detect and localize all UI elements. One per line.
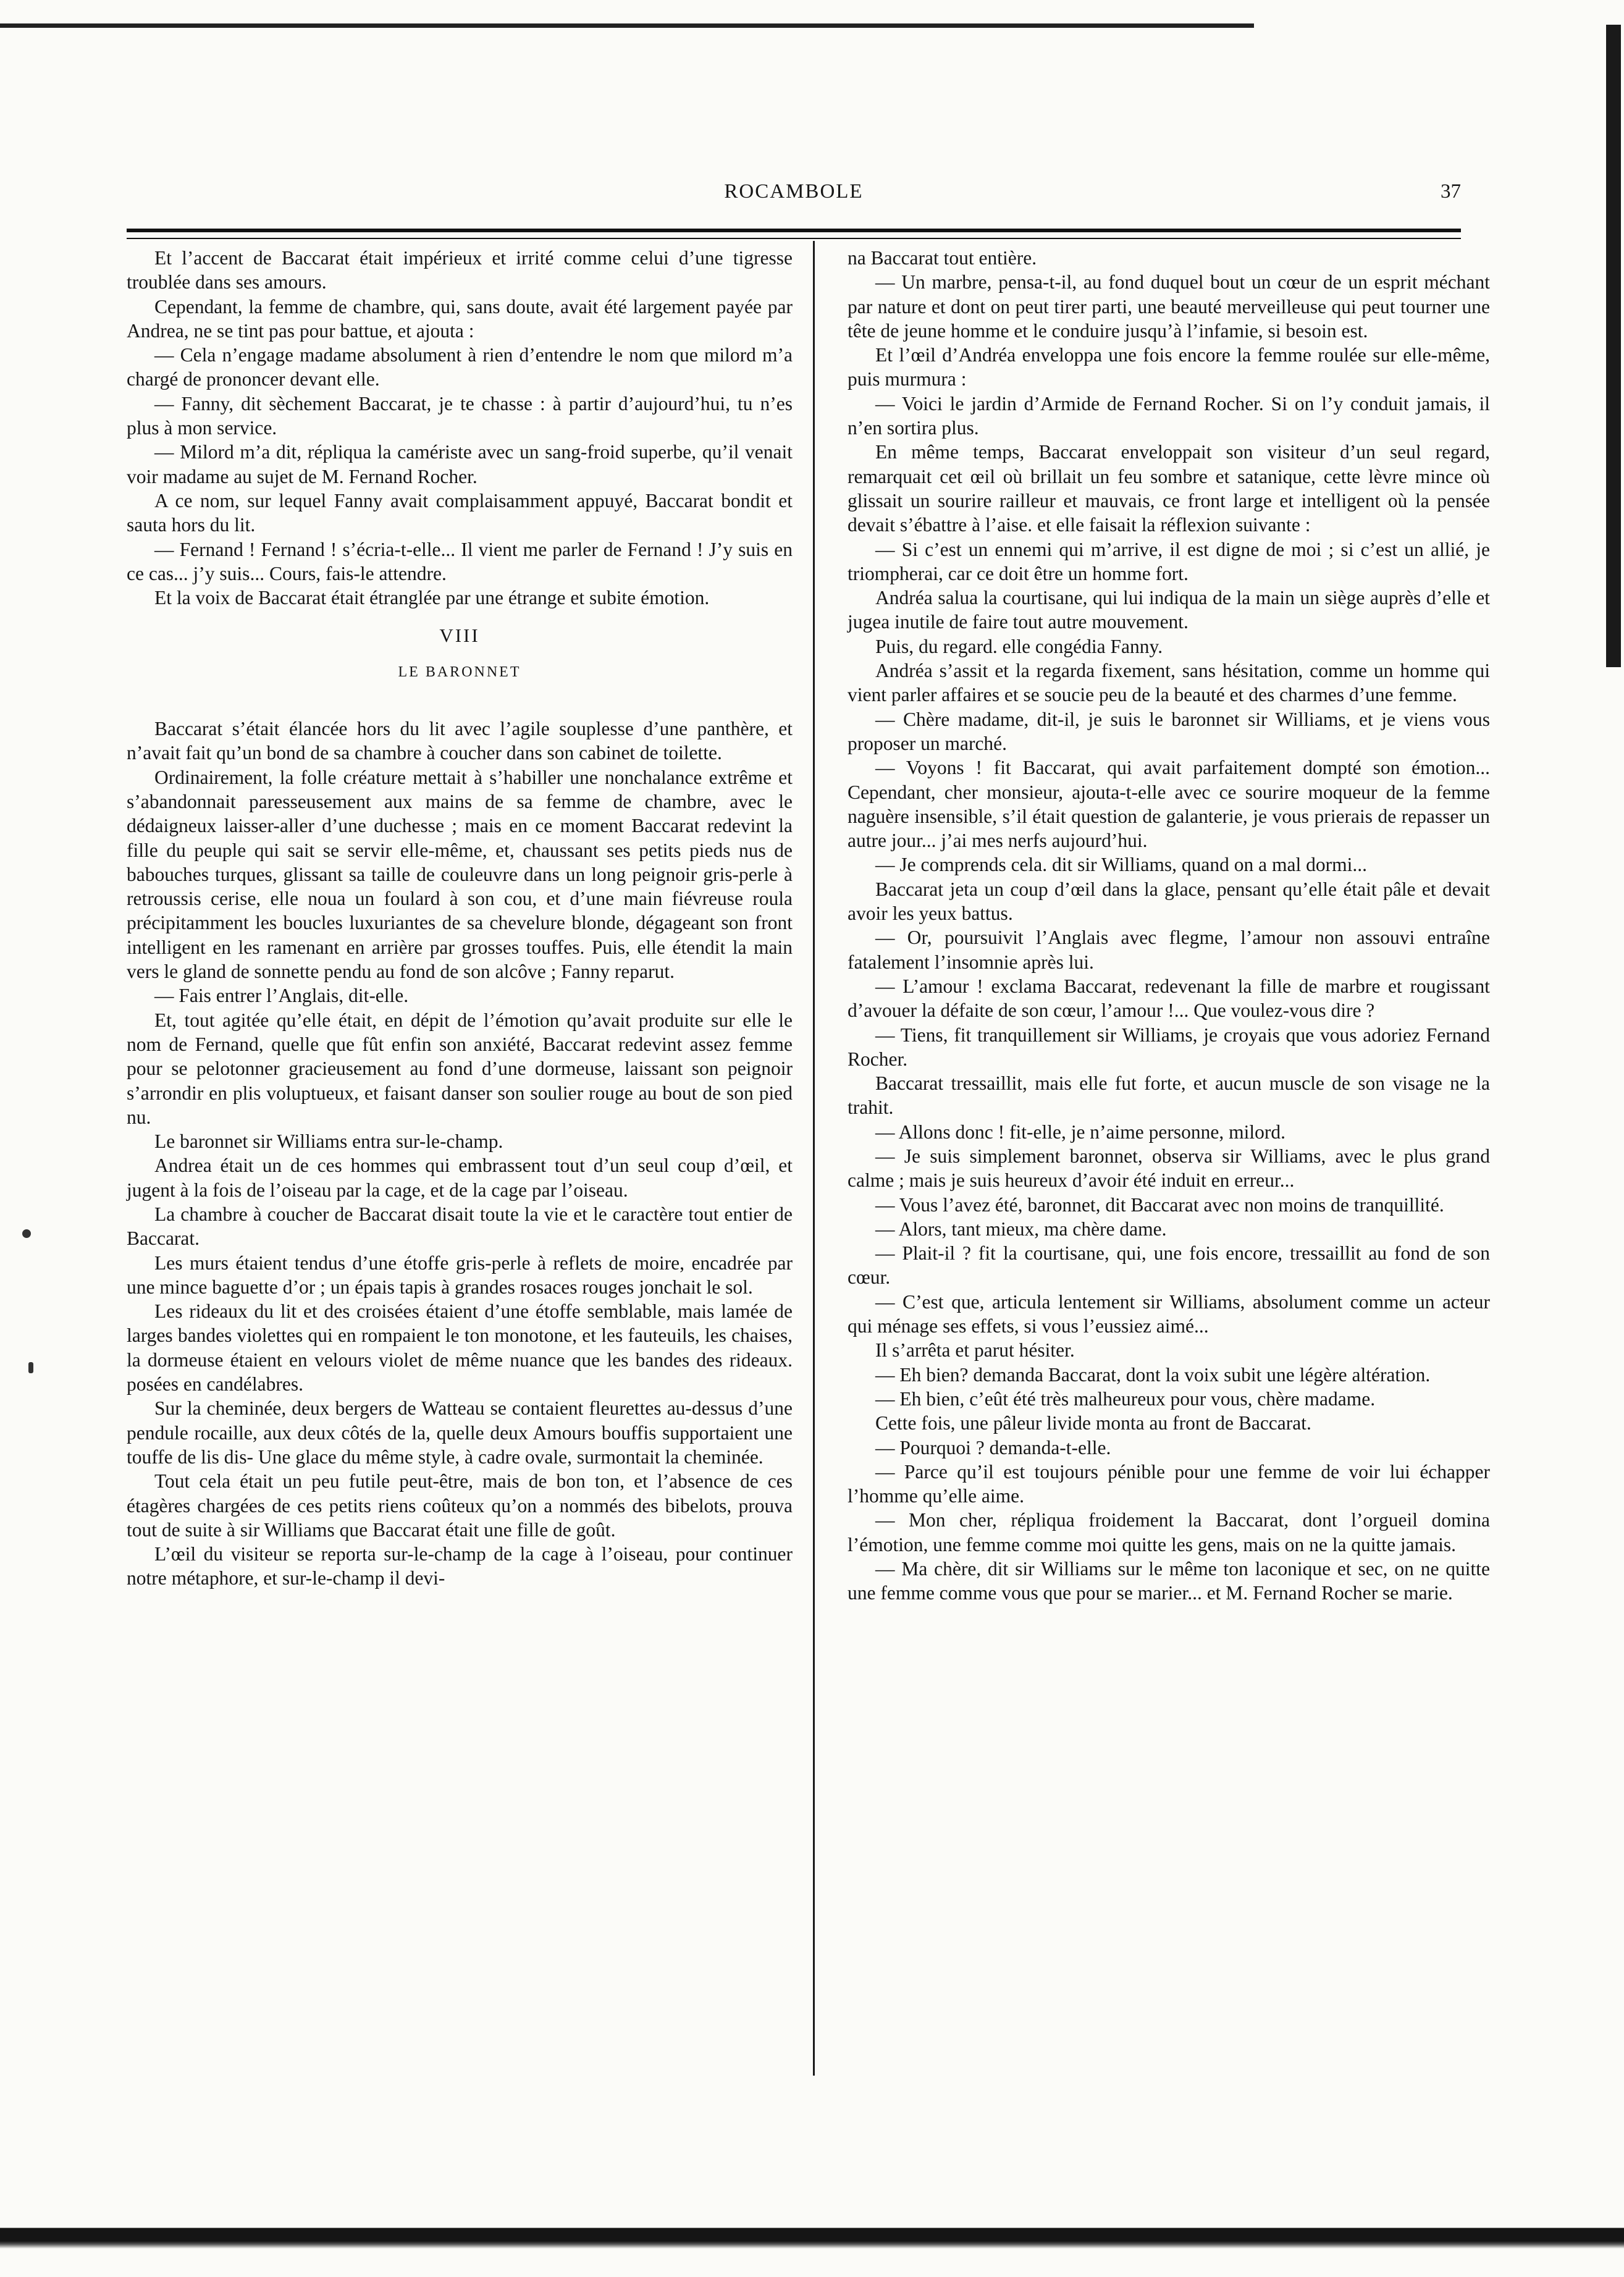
page-edge-bar [1606,25,1621,667]
paragraph: Et l’accent de Baccarat était impérieux et irrité comme celui d’une tigresse troublée dans ses amours. [127,247,793,293]
paragraph: — Allons donc ! fit-elle, je n’aime personne, milord. [875,1121,1285,1143]
paragraph: — Je comprends cela. dit sir Williams, quand on a mal dormi... [875,854,1367,876]
paragraph: Baccarat tressaillit, mais elle fut forte, et aucun muscle de son visage ne la trahit. [848,1072,1490,1119]
paragraph: Andréa salua la courtisane, qui lui indiqua de la main un siège auprès d’elle et jugea inutile de faire tout autre mouvement. [848,587,1490,633]
paragraph: — Plait-il ? fit la courtisane, qui, une fois encore, tressaillit au fond de son cœur. [848,1242,1490,1289]
paragraph: — Voyons ! fit Baccarat, qui avait parfaitement dompté son émotion... Cependant, cher monsieur, ajouta-t-elle avec ce sourire moqueur de la femme naguère insensible, s’il était question de galanterie, je vous prierais de repasser un autre jour... j’ai mes nerfs aujourd’hui. [848,757,1490,852]
paragraph: La chambre à coucher de Baccarat disait toute la vie et le caractère tout entier de Baccarat. [127,1203,793,1250]
paragraph: Les murs étaient tendus d’une étoffe gris-perle à reflets de moire, encadrée par une mince baguette d’or ; un épais tapis à grandes rosaces rouges jonchait le sol. [127,1252,793,1298]
paragraph: — Eh bien, c’eût été très malheureux pour vous, chère madame. [875,1387,1376,1410]
paragraph: — Je suis simplement baronnet, observa sir Williams, avec le plus grand calme ; mais je suis heureux d’avoir été induit en erreur... [848,1145,1490,1192]
left-column [127,246,793,1591]
top-border-line [0,23,1254,28]
paragraph: Puis, du regard. elle congédia Fanny. [875,635,1163,657]
paragraph: — Fernand ! Fernand ! s’écria-t-elle... Il vient me parler de Fernand ! J’y suis en ce cas... j’y suis... Cours, fais-le attendre. [127,538,793,584]
right-column [848,246,1490,1606]
paragraph: Cependant, la femme de chambre, qui, sans doute, avait été largement payée par Andrea, ne se tint pas pour battue, et ajouta : [127,295,793,342]
paragraph: — Voici le jardin d’Armide de Fernand Rocher. Si on l’y conduit jamais, il n’en sortira plus. [848,392,1490,439]
paragraph: En même temps, Baccarat enveloppait son visiteur d’un seul regard, remarquait cet œil où brillait un feu sombre et satanique, cette lèvre mince où glissait un sourire railleur et mauvais, ce front large et intelligent où la pensée devait s’ébattre à l’aise. et elle faisait la réflexion suivante : [848,441,1490,536]
paragraph: — Vous l’avez été, baronnet, dit Baccarat avec non moins de tranquillité. [875,1193,1444,1216]
paragraph: — Cela n’engage madame absolument à rien d’entendre le nom que milord m’a chargé de prononcer devant elle. [127,344,793,390]
header-rule [127,229,1461,232]
paragraph: — Pourquoi ? demanda-t-elle. [875,1436,1111,1458]
paragraph: — Or, poursuivit l’Anglais avec flegme, l’amour non assouvi entraîne fatalement l’insomnie après lui. [848,927,1490,973]
paragraph: — Milord m’a dit, répliqua la camériste avec un sang-froid superbe, qu’il venait voir madame au sujet de M. Fernand Rocher. [127,441,793,487]
paragraph: Et, tout agitée qu’elle était, en dépit de l’émotion qu’avait produite sur elle le nom de Fernand, quelle que fût enfin son anxiété, Baccarat redevint assez femme pour se pelotonner gracieusement au fond d’une dormeuse, laissant son peignoir s’arrondir en plis voluptueux, et faisant danser son soulier rouge au bout de son pied nu. [127,1009,793,1128]
paragraph: — Fanny, dit sèchement Baccarat, je te chasse : à partir d’aujourd’hui, tu n’es plus à mon service. [127,392,793,439]
paragraph: — Fais entrer l’Anglais, dit-elle. [154,985,409,1007]
paragraph: Ordinairement, la folle créature mettait à s’habiller une nonchalance extrême et s’abandonnait paresseusement aux mains de sa femme de chambre, avec le dédaigneux laisser-aller d’une duchesse ; mais en ce moment Baccarat redevint la fille du peuple qui sait se servir elle-même, et, chaussant ses petits pieds nus de babouches turques, glissant sa taille de couleuvre dans un long peignoir gris-perle à retroussis cerise, elle noua un foulard à son cou, et d’une main fiévreuse roula précipitamment les boucles luxuriantes de sa chevelure blonde, dégageant son front intelligent en les ramenant en arrière par grosses touffes. Puis, elle étendit la main vers le gland de sonnette pendu au fond de son alcôve ; Fanny reparut. [127,766,793,983]
paragraph: — Si c’est un ennemi qui m’arrive, il est digne de moi ; si c’est un allié, je triompherai, car ce doit être un homme fort. [848,538,1490,584]
page-number: 37 [1441,180,1461,203]
paragraph: — Tiens, fit tranquillement sir Williams, je croyais que vous adoriez Fernand Rocher. [848,1024,1490,1070]
paragraph: Baccarat jeta un coup d’œil dans la glace, pensant qu’elle était pâle et devait avoir les yeux battus. [848,878,1490,925]
bottom-border-bar [0,2224,1624,2249]
chapter-number: VIII [439,625,480,647]
page-header [127,180,1461,217]
paragraph: na Baccarat tout entière. [848,247,1037,269]
paragraph: Cette fois, une pâleur livide monta au front de Baccarat. [875,1412,1311,1434]
chapter-body [127,717,793,1591]
running-title: ROCAMBOLE [724,180,864,203]
paragraph: — C’est que, articula lentement sir Williams, absolument comme un acteur qui ménage ses effets, si vous l’eussiez aimé... [848,1290,1490,1337]
paragraph: — Alors, tant mieux, ma chère dame. [875,1218,1167,1240]
paragraph: Sur la cheminée, deux bergers de Watteau se contaient fleurettes au-dessus d’une pendule rocaille, aux deux côtés de la, quelle deux Amours bouffis supportaient une touffe de lis dis- Une glace du même style, à cadre ovale, surmontait la cheminée. [127,1397,793,1468]
column-divider [813,241,815,2076]
paragraph: Tout cela était un peu futile peut-être, mais de bon ton, et l’absence de ces étagères chargées de ces petits riens coûteux qu’on a nommés des bibelots, prouva tout de suite à sir Williams que Baccarat était une fille de goût. [127,1470,793,1541]
paragraph: Et l’œil d’Andréa enveloppa une fois encore la femme roulée sur elle-même, puis murmura : [848,344,1490,390]
paragraph: Et la voix de Baccarat était étranglée par une étrange et subite émotion. [154,587,710,609]
paragraph: — Ma chère, dit sir Williams sur le même ton laconique et sec, on ne quitte une femme comme vous que pour se marier... et M. Fernand Rocher se marie. [848,1558,1490,1604]
margin-mark [28,1362,33,1373]
paragraph: Il s’arrêta et parut hésiter. [875,1339,1075,1362]
paragraph: Baccarat s’était élancée hors du lit avec l’agile souplesse d’une panthère, et n’avait fait qu’un bond de sa chambre à coucher dans son cabinet de toilette. [127,718,793,764]
opening-paragraphs [127,246,793,610]
paragraph: A ce nom, sur lequel Fanny avait complaisamment appuyé, Baccarat bondit et sauta hors du lit. [127,489,793,536]
paragraph: — Mon cher, répliqua froidement la Baccarat, dont l’orgueil domina l’émotion, une femme comme moi quitte les gens, mais on ne la quitte jamais. [848,1509,1490,1555]
paragraph: L’œil du visiteur se reporta sur-le-champ de la cage à l’oiseau, pour continuer notre métaphore, et sur-le-champ il devi- [127,1543,793,1589]
paragraph: Les rideaux du lit et des croisées étaient d’une étoffe semblable, mais lamée de larges bandes violettes qui en rompaient le ton monotone, et les fauteuils, les chaises, la dormeuse étaient en velours violet de même nuance que les bandes des rideaux. posées en candélabres. [127,1300,793,1395]
paragraph: — Eh bien? demanda Baccarat, dont la voix subit une légère altération. [875,1363,1431,1386]
chapter-title: LE BARONNET [398,663,521,680]
paragraph: — Parce qu’il est toujours pénible pour une femme de voir lui échapper l’homme qu’elle aime. [848,1460,1490,1507]
paragraph: — Un marbre, pensa-t-il, au fond duquel bout un cœur de un esprit méchant par nature et dont on peut tirer parti, une beauté merveilleuse qui peut tourner une tête de jeune homme et le conduire jusqu’à l’infamie, si besoin est. [848,271,1490,342]
header-rule-thin [127,238,1461,239]
paragraph: Andrea était un de ces hommes qui embrassent tout d’un seul coup d’œil, et jugent à la fois de l’oiseau par la cage, et de la cage par l’oiseau. [127,1155,793,1201]
paragraph: Andréa s’assit et la regarda fixement, sans hésitation, comme un homme qui vient parler affaires et se soucie peu de la beauté et des charmes d’une femme. [848,660,1490,706]
margin-mark [22,1229,31,1238]
paragraph: — Chère madame, dit-il, je suis le baronnet sir Williams, et je viens vous proposer un marché. [848,708,1490,754]
paragraph: — L’amour ! exclama Baccarat, redevenant la fille de marbre et rougissant d’avouer la défaite de son cœur, l’amour !... Que voulez-vous dire ? [848,975,1490,1022]
paragraph: Le baronnet sir Williams entra sur-le-champ. [154,1130,503,1153]
